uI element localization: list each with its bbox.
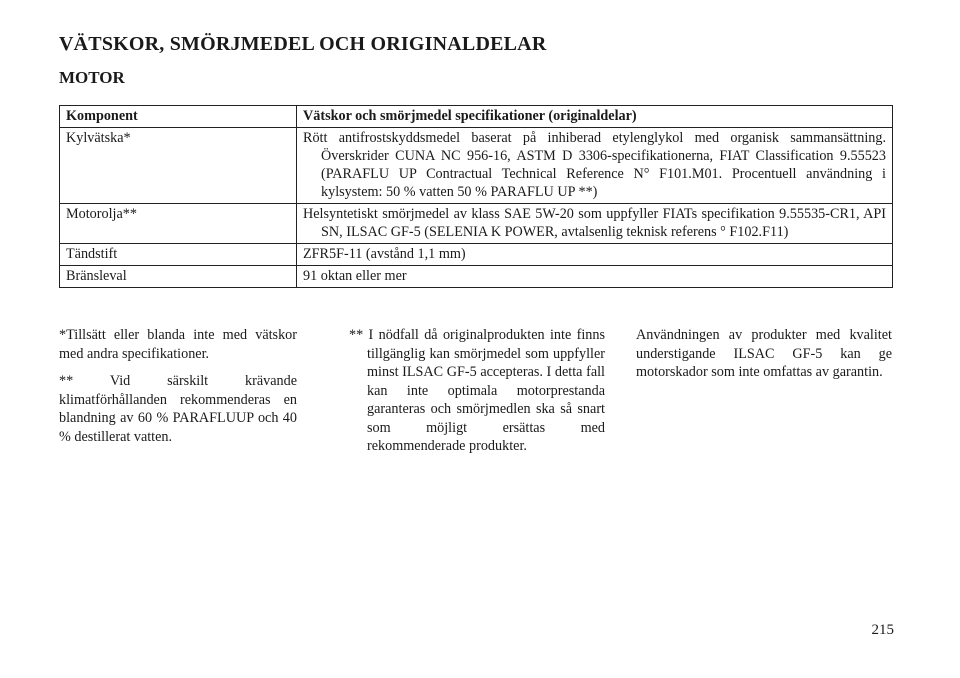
specification-cell [297, 204, 893, 244]
notes-column-3 [636, 326, 892, 391]
footnote-warranty: Användningen av produkter med kvalitet understigande ILSAC GF-5 kan ge motorskador som inte omfattas av garantin. [636, 327, 892, 380]
notes-column-2 [349, 326, 605, 465]
page-title: VÄTSKOR, SMÖRJMEDEL OCH ORIGINALDELAR [59, 33, 547, 55]
table-row [60, 244, 893, 266]
table-row [60, 266, 893, 288]
specification-text: 91 oktan eller mer [303, 268, 407, 284]
footnote-coolant: *Tillsätt eller blanda inte med vätskor med andra specifikationer. [59, 327, 297, 362]
page-number: 215 [871, 622, 894, 638]
table-header-row [60, 106, 893, 128]
component-cell: Motorolja** [60, 204, 297, 244]
column-header-specification: Vätskor och smörjmedel specifikationer (originaldelar) [297, 106, 893, 128]
specification-text: ZFR5F-11 (avstånd 1,1 mm) [303, 246, 466, 262]
column-header-component: Komponent [60, 106, 297, 128]
component-cell: Tändstift [60, 244, 297, 266]
specification-cell [297, 244, 893, 266]
table-row [60, 204, 893, 244]
footnote-emergency-oil: ** I nödfall då originalprodukten inte finns tillgänglig kan smörjmedel som uppfyller minst ILSAC GF-5 accepteras. I detta fall kan inte optimala motorprestanda garanteras och smörjmedlen ska så snart som möjligt ersättas med rekommenderade produkter. [349, 327, 605, 454]
notes-column-1 [59, 326, 297, 455]
component-cell: Bränsleval [60, 266, 297, 288]
table-row [60, 128, 893, 204]
specification-cell [297, 128, 893, 204]
fluids-spec-table [59, 105, 893, 288]
specification-cell [297, 266, 893, 288]
component-cell: Kylvätska* [60, 128, 297, 204]
specification-text: Helsyntetiskt smörjmedel av klass SAE 5W-20 som uppfyller FIATs specifikation 9.55535-CR1, API SN, ILSAC GF-5 (SELENIA K POWER, avtalsenlig teknisk referens ° F102.F11) [303, 206, 886, 240]
footnote-climate: ** Vid särskilt krävande klimatförhållanden rekommenderas en blandning av 60 % PARAFLUUP och 40 % destillerat vatten. [59, 373, 297, 445]
section-heading: MOTOR [59, 68, 125, 87]
specification-text: Rött antifrostskyddsmedel baserat på inhiberad etylenglykol med organisk sammansättning. Överskrider CUNA NC 956-16, ASTM D 3306-specifikationerna, FIAT Classification 9.55523 (PARAFLU UP Contractual Technical Reference N° F101.M01. Procentuell användning i kylsystem: 50 % vatten 50 % PARAFLU UP **) [303, 130, 886, 200]
